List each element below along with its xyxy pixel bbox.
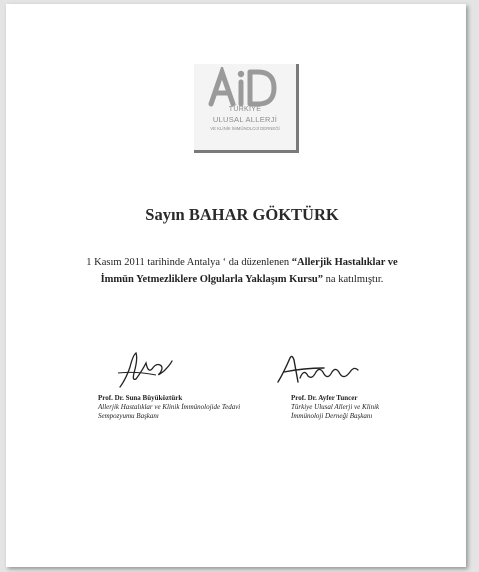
certificate-page: [6, 4, 466, 567]
logo-line-3: VE KLİNİK İMMÜNOLOJİ DERNEĞİ: [210, 126, 280, 131]
signature-block-2: [291, 394, 451, 421]
signer-role-line-2: İmmünoloji Derneği Başkanı: [291, 412, 373, 420]
aid-logo-mark-icon: [208, 67, 278, 107]
signature-block-1: [98, 394, 288, 421]
signature-1-scribble-icon: [116, 349, 176, 391]
logo-line-2: ULUSAL ALLERJİ: [212, 115, 278, 124]
body-intro: 1 Kasım 2011 tarihinde Antalya ‘ da düzenlenen: [86, 257, 292, 268]
logo-line-1: TÜRKİYE: [228, 106, 262, 113]
association-logo: [194, 64, 299, 153]
signer-name: Prof. Dr. Suna Büyüköztürk: [98, 394, 183, 402]
signature-2-scribble-icon: [274, 352, 364, 386]
course-title: “Allerjik Hastalıklar ve İmmün Yetmezliklere Olgularla Yaklaşım Kursu”: [100, 257, 398, 285]
recipient-name: Sayın BAHAR GÖKTÜRK: [145, 205, 339, 224]
certificate-body: [76, 254, 408, 288]
signer-role-line-1: Allerjik Hastalıklar ve Klinik İmmünolojide Tedavi: [98, 403, 241, 411]
signer-role-line-1: Türkiye Ulusal Allerji ve Klinik: [291, 403, 380, 411]
signer-role-line-2: Sempozyumu Başkanı: [98, 412, 159, 420]
signer-name: Prof. Dr. Ayfer Tuncer: [291, 394, 358, 402]
body-outro: na katılmıştır.: [323, 274, 384, 285]
